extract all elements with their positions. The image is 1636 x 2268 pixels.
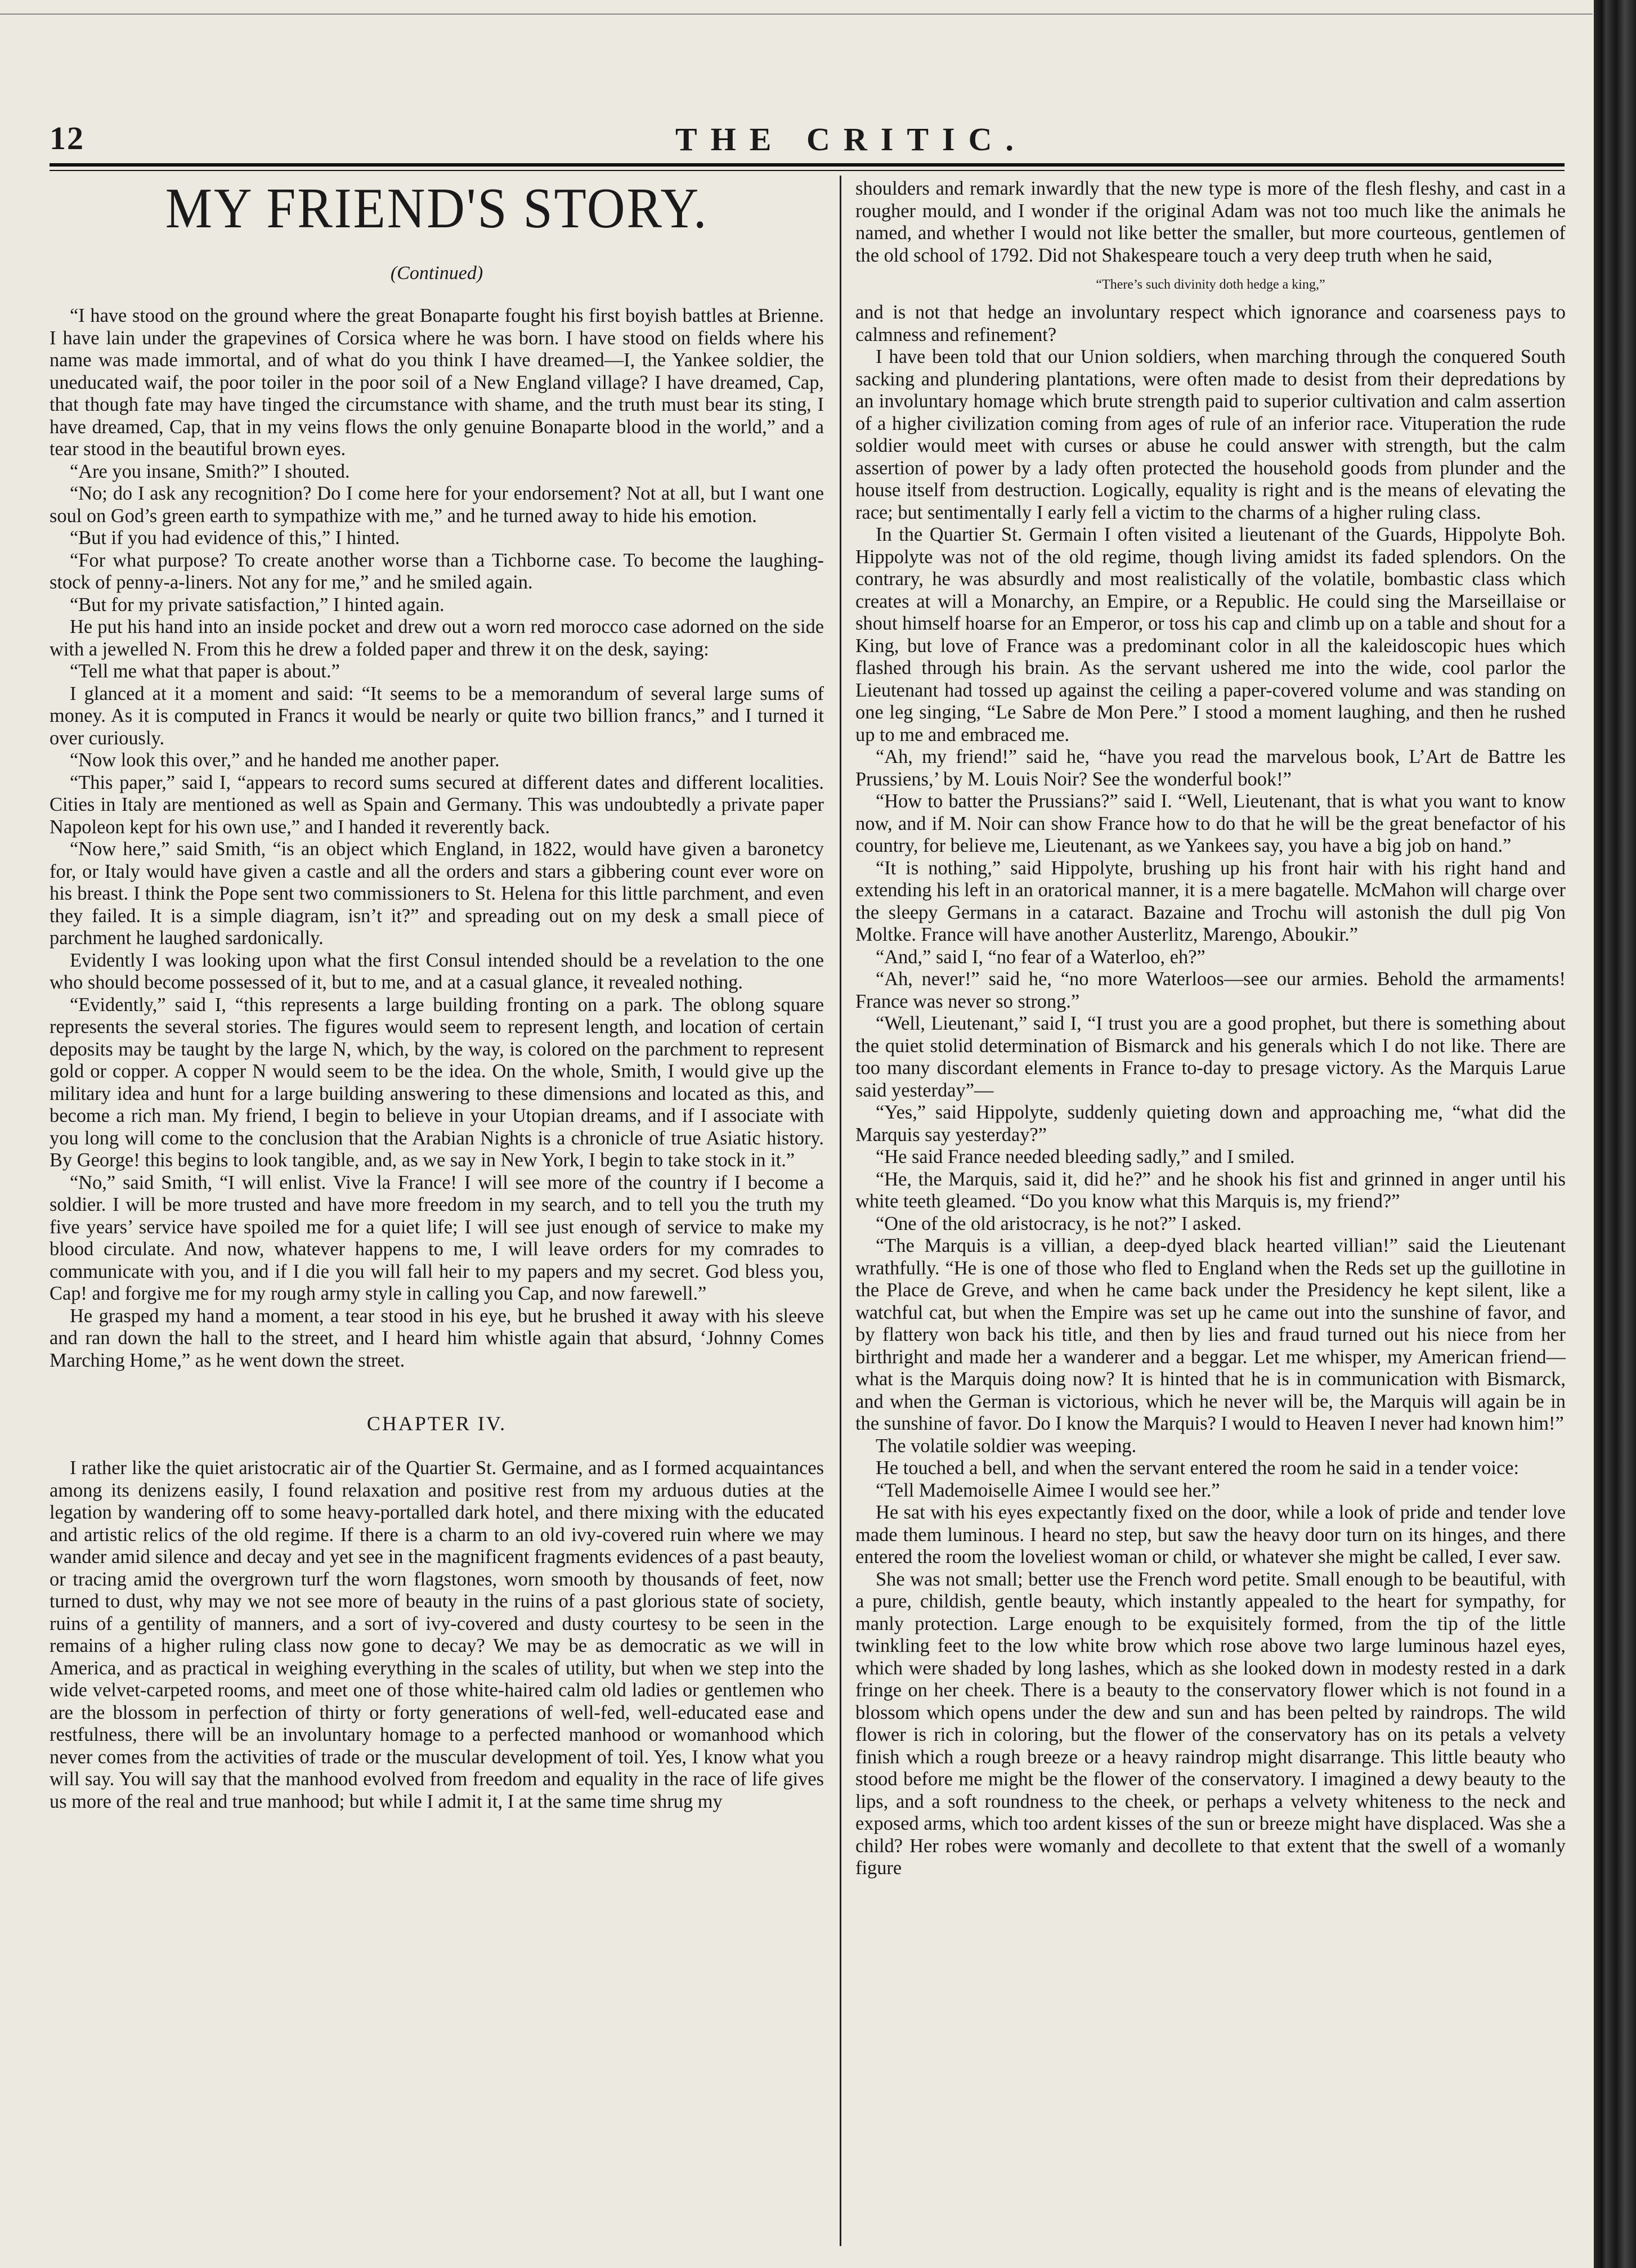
masthead: THE CRITIC. xyxy=(675,121,1027,158)
column-divider xyxy=(840,176,841,2246)
paragraph: I glanced at it a moment and said: “It seems to be a memorandum of several large sums of money. As it is computed in Francs it would be nearly or quite two billion francs,” and I turned it over curiously. xyxy=(50,682,824,749)
paragraph: In the Quartier St. Germain I often visited a lieutenant of the Guards, Hippolyte Boh. Hippolyte was not of the old regime, though living amidst its faded splendors. On the contrary, he was absurdly and most realistically of the volatile, bombastic class which creates at will a Monarchy, an Empire, or a Republic. He could sing the Marseillaise or shout himself hoarse for an Emperor, or toss his cap and climb up on a table and shout for a King, but love of France was a predominant color in all the kaleidoscopic hues which flashed through his brain. As the servant ushered me into the wide, cool parlor the Lieutenant had tossed up against the ceiling a paper-covered volume and was standing on one leg singing, “Le Sabre de Mon Pere.” I stood a moment laughing, and then he rushed up to me and embraced me. xyxy=(855,524,1566,745)
paragraph: “Tell Mademoiselle Aimee I would see her.” xyxy=(876,1479,1220,1501)
binding-edge xyxy=(1594,0,1636,2268)
paragraph: “And,” said I, “no fear of a Waterloo, eh?” xyxy=(876,946,1205,968)
paragraph: “Now here,” said Smith, “is an object which England, in 1822, would have given a baronetcy for, or Italy would have given a castle and all the orders and stars a gibbering count ever wore on his breast. I think the Pope sent two commissioners to St. Helena for this little parchment, and even they failed. It is a simple diagram, isn’t it?” and spreading out on my desk a small piece of parchment he laughed sardonically. xyxy=(50,838,824,949)
paragraph: “The Marquis is a villian, a deep-dyed black hearted villian!” said the Lieutenant wrathfully. “He is one of those who fled to England when the Reds set up the guillotine in the Place de Greve, and when he came back under the Presidency he kept silent, like a watchful cat, but when the Empire was set up he came out into the sunshine of favor, and by flattery won back his title, and then by lies and fraud turned out his niece from her birthright and made her a wanderer and a beggar. Let me whisper, my American friend—what is the Marquis doing now? It is hinted that he is in communication with Bismarck, and when the German is victorious, which he never will be, the Marquis will again be in the sunshine of favor. Do I know the Marquis? I would to Heaven I never had known him!” xyxy=(855,1235,1566,1434)
story-title: MY FRIEND'S STORY. xyxy=(165,177,709,240)
paragraph: Evidently I was looking upon what the first Consul intended should be a revelation to the one who should become possessed of it, but to me, and at a casual glance, it revealed nothing. xyxy=(50,949,824,993)
left-paragraphs xyxy=(50,305,824,1372)
paragraph: She was not small; better use the French word petite. Small enough to be beautiful, with a pure, childish, gentle beauty, which instantly appealed to the heart for sympathy, for manly protection. Large enough to be exquisitely formed, from the tip of the little twinkling feet to the low white brow which rose above two large luminous hazel eyes, which were shaded by long lashes, which as she looked down in modesty rested in a dark fringe on her cheek. There is a beauty to the conservatory flower which is not found in a blossom which opens under the dew and sun and has been pelted by raindrops. The wild flower is rich in coloring, but the flower of the conservatory has on its petals a velvety finish which a rough breeze or a heavy raindrop might disarrange. This little beauty who stood before me might be the flower of the conservatory. I imagined a dewy beauty to the lips, and a soft roundness to the cheek, or perhaps a velvety whiteness to the neck and exposed arms, which too ardent kisses of the sun or breeze might have displaced. Was she a child? Her robes were womanly and decollete to that extent that the swell of a womanly figure xyxy=(855,1568,1566,1879)
right-opening-paragraphs xyxy=(855,178,1566,267)
paragraph: He touched a bell, and when the servant entered the room he said in a tender voice: xyxy=(876,1457,1520,1479)
header-rule-thick xyxy=(50,163,1565,167)
paragraph: “Now look this over,” and he handed me another paper. xyxy=(70,749,500,771)
paragraph: and is not that hedge an involuntary respect which ignorance and coarseness pays to calmness and refinement? xyxy=(855,302,1566,345)
paragraph: “Ah, never!” said he, “no more Waterloos—see our armies. Behold the armaments! France was never so strong.” xyxy=(855,968,1566,1012)
chapter-heading: CHAPTER IV. xyxy=(366,1412,507,1435)
paragraph: “For what purpose? To create another worse than a Tichborne case. To become the laughing-stock of penny-a-liners. Not any for me,” and he smiled again. xyxy=(50,549,824,593)
paragraph: “One of the old aristocracy, is he not?” I asked. xyxy=(876,1212,1241,1234)
paragraph: “No,” said Smith, “I will enlist. Vive la France! I will see more of the country if I become a soldier. I will be more trusted and have more freedom in my search, and to tell you the truth my five years’ service have spoiled me for a quiet life; I will see just enough of service to make my blood circulate. And now, whatever happens to me, I will leave orders for my comrades to communicate with you, and if I die you will fall heir to my papers and my secret. God bless you, Cap! and forgive me for my rough army style in calling you Cap, and now farewell.” xyxy=(50,1171,824,1304)
continued-note: (Continued) xyxy=(390,263,483,284)
paragraph: “Evidently,” said I, “this represents a large building fronting on a park. The oblong square represents the several stories. The figures would seem to represent length, and location of certain deposits may be taught by the large N, which, by the way, is colored on the parchment to represent gold or copper. A copper N would seem to be the idea. On the whole, Smith, I would give up the military idea and hunt for a large building answering to these dimensions and located as this, and become a rich man. My friend, I begin to believe in your Utopian dreams, and if I associate with you long will come to the conclusion that the Arabian Nights is a chronicle of true Asiatic history. By George! this begins to look tangible, and, as we say in New York, I begin to take stock in it.” xyxy=(50,994,824,1171)
paragraph: “This paper,” said I, “appears to record sums secured at different dates and different localities. Cities in Italy are mentioned as well as Spain and Germany. This was undoubtedly a private paper Napoleon kept for his own use,” and I handed it reverently back. xyxy=(50,771,824,838)
paragraph: He grasped my hand a moment, a tear stood in his eye, but he brushed it away with his sleeve and ran down the hall to the street, and I heard him whistle again that absurd, ‘Johnny Comes Marching Home,” as he went down the street. xyxy=(50,1305,824,1371)
paragraph: I rather like the quiet aristocratic air of the Quartier St. Germaine, and as I formed acquaintances among its denizens easily, I found relaxation and positive rest from my arduous duties at the legation by wandering off to some heavy-portalled dark hotel, and there mixing with the educated and artistic relics of the old regime. If there is a charm to an old ivy-covered ruin where we may wander amid silence and decay and yet see in the magnificent fragments evidences of a past beauty, or tracing amid the overgrown turf the worn flagstones, worn smooth by thousands of feet, now turned to dust, why may we not see more of beauty in the ruins of a past glorious state of society, ruins of a gentility of manners, and a sort of ivy-covered and dusty courtesy to be seen in the remains of a higher ruling class now gone to decay? We may be as democratic as we will in America, and as practical in weighing everything in the scales of utility, but when we step into the wide velvet-carpeted rooms, and meet one of those white-haired calm old ladies or gentlemen who are the blossom in perfection of thirty or forty generations of well-fed, well-educated ease and restfulness, there will be an involuntary homage to a perfected manhood or womanhood which never comes from the activities of trade or the muscular development of toil. Yes, I know what you will say. You will say that the manhood evolved from freedom and equality in the race of life gives us more of the real and true manhood; but while I admit it, I at the same time shrug my xyxy=(50,1457,824,1812)
paragraph: “I have stood on the ground where the great Bonaparte fought his first boyish battles at Brienne. I have lain under the grapevines of Corsica where he was born. I have stood on fields where his name was made immortal, and of what do you think I have dreamed—I, the Yankee soldier, the uneducated waif, the poor toiler in the poor soil of a New England village? I have dreamed, Cap, that though fate may have tinged the circumstance with shame, and the truth must bear its sting, I have dreamed, Cap, that in my veins flows the only genuine Bonaparte blood in the world,” and a tear stood in the beautiful brown eyes. xyxy=(50,305,824,460)
right-column xyxy=(855,178,1566,1880)
left-column xyxy=(50,178,824,1813)
paragraph: “Well, Lieutenant,” said I, “I trust you are a good prophet, but there is something about the quiet stolid determination of Bismarck and his generals which I do not like. There are too many discordant elements in France to-day to presage victory. As the Marquis Larue said yesterday”— xyxy=(855,1013,1566,1101)
paragraph: “But if you had evidence of this,” I hinted. xyxy=(70,527,400,549)
paragraph: He sat with his eyes expectantly fixed on the door, while a look of pride and tender love made them luminous. I heard no step, but saw the heavy door turn on its hinges, and there entered the room the loveliest woman or child, or whatever she might be called, I ever saw. xyxy=(855,1502,1566,1568)
chapter-paragraphs xyxy=(50,1457,824,1813)
paragraph: “He said France needed bleeding sadly,” and I smiled. xyxy=(876,1146,1295,1167)
paragraph: shoulders and remark inwardly that the new type is more of the flesh fleshy, and cast in a rougher mould, and I wonder if the original Adam was not too much like the animals he named, and whether I would not like better the smaller, but more courteous, gentlemen of the old school of 1792. Did not Shakespeare touch a very deep truth when he said, xyxy=(855,178,1566,266)
paragraph: “Tell me what that paper is about.” xyxy=(70,661,340,682)
page-number: 12 xyxy=(50,120,84,156)
paragraph: “No; do I ask any recognition? Do I come here for your endorsement? Not at all, but I want one soul on God’s green earth to sympathize with me,” and he turned away to hide his emotion. xyxy=(50,483,824,527)
paragraph: “It is nothing,” said Hippolyte, brushing up his front hair with his right hand and extending his left in an oratorical manner, it is a mere bagatelle. McMahon will charge over the sleepy Germans in a cataract. Bazaine and Trochu will astonish the dull pig Von Moltke. France will have another Austerlitz, Marengo, Aboukir.” xyxy=(855,857,1566,945)
paragraph: “He, the Marquis, said it, did he?” and he shook his fist and grinned in anger until his white teeth gleamed. “Do you know what this Marquis is, my friend?” xyxy=(855,1168,1566,1212)
paragraph: “How to batter the Prussians?” said I. “Well, Lieutenant, that is what you want to know now, and if M. Noir can show France how to do that he will be the great benefactor of his country, for believe me, Lieutenant, as we Yankees say, you have a big job on hand.” xyxy=(855,791,1566,856)
paragraph: “Are you insane, Smith?” I shouted. xyxy=(70,460,350,482)
paragraph: “Ah, my friend!” said he, “have you read the marvelous book, L’Art de Battre les Prussiens,’ by M. Louis Noir? See the wonderful book!” xyxy=(855,746,1566,790)
paragraph: “But for my private satisfaction,” I hinted again. xyxy=(70,594,445,616)
verse-quote: “There’s such divinity doth hedge a king,” xyxy=(1096,277,1325,292)
paragraph: He put his hand into an inside pocket and drew out a worn red morocco case adorned on the side with a jewelled N. From this he drew a folded paper and threw it on the desk, saying: xyxy=(50,616,824,660)
top-edge-line xyxy=(0,14,1593,15)
paragraph: I have been told that our Union soldiers, when marching through the conquered South sacking and plundering plantations, were often made to desist from their depredations by an involuntary homage which brute strength paid to superior cultivation and calm assertion of a higher civilization coming from ages of rule of an inferior race. Vituperation the rude soldier would meet with curses or abuse he could answer with strength, but the calm assertion of power by a lady often protected the household goods from plunder and the house itself from destruction. Logically, equality is right and is the means of elevating the race; but sentimentally I early fell a victim to the charms of a higher ruling class. xyxy=(855,346,1566,523)
header-rule-thin xyxy=(50,170,1565,171)
right-paragraphs xyxy=(855,302,1566,1880)
paragraph: The volatile soldier was weeping. xyxy=(876,1435,1137,1457)
paragraph: “Yes,” said Hippolyte, suddenly quieting down and approaching me, “what did the Marquis say yesterday?” xyxy=(855,1102,1566,1146)
